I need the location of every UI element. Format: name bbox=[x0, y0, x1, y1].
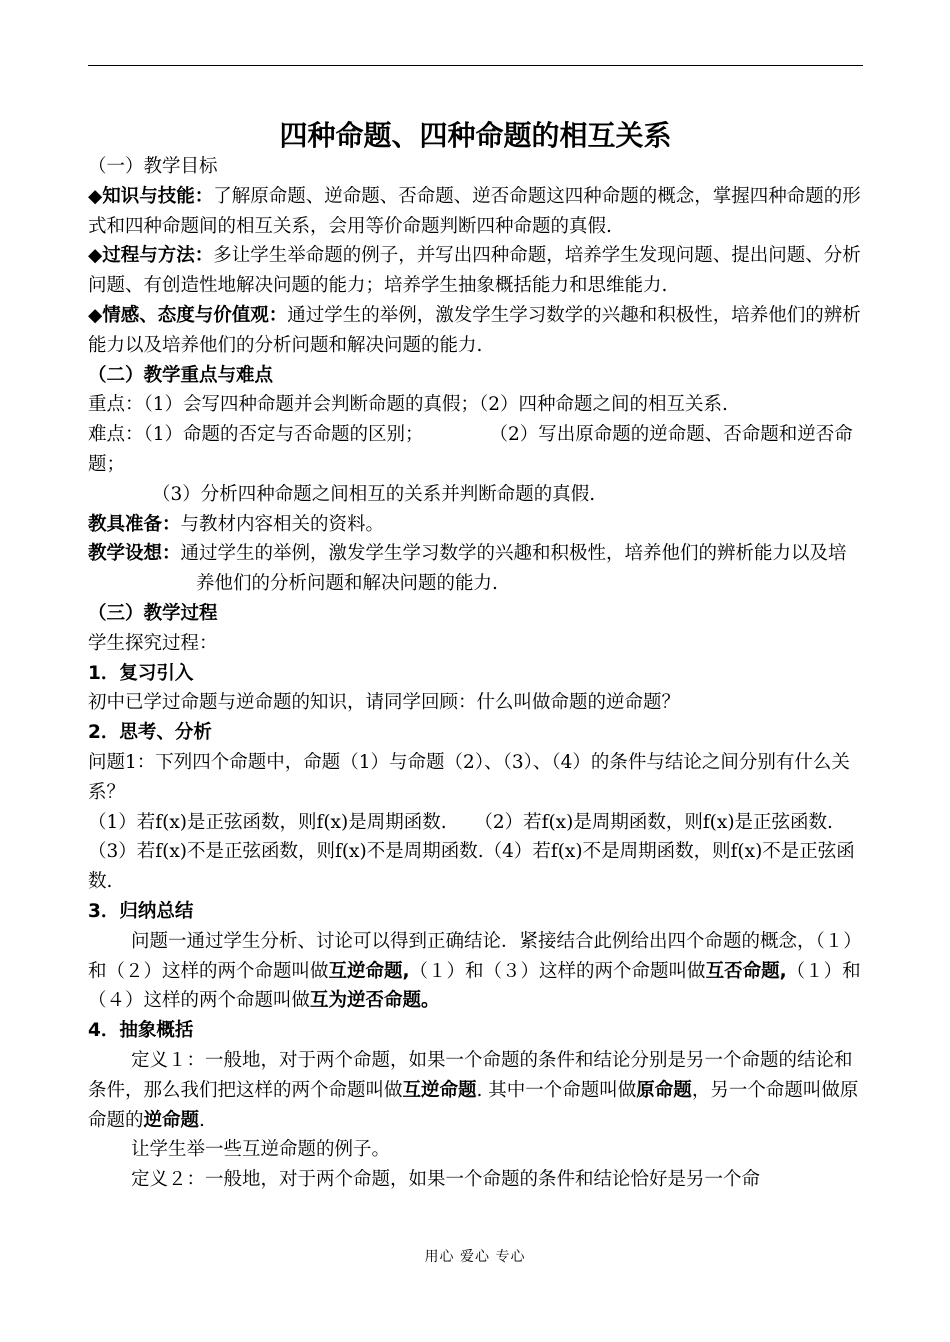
propositions-1-2: （1）若f(x)是正弦函数，则f(x)是周期函数. （2）若f(x)是周期函数，则f(x)是正弦函数. bbox=[88, 811, 833, 833]
key-points: 重点：（1）会写四种命题并会判断命题的真假；（2）四种命题之间的相互关系. bbox=[88, 394, 728, 416]
term-converse: 互逆命题, bbox=[328, 960, 410, 982]
section-process-heading: （三）教学过程 bbox=[88, 602, 218, 624]
definition-text: . 其中一个命题叫做 bbox=[476, 1079, 637, 1101]
document-body bbox=[88, 152, 863, 1195]
summary-text: （１）和（３）这样的两个命题叫做 bbox=[409, 960, 706, 982]
goal-knowledge bbox=[88, 182, 863, 242]
step-2-heading: 2．思考、分析 bbox=[88, 722, 212, 744]
explore-label: 学生探究过程： bbox=[88, 632, 218, 654]
page-title: 四种命题、四种命题的相互关系 bbox=[279, 119, 672, 152]
examples-prompt: 让学生举一些互逆命题的例子。 bbox=[131, 1139, 391, 1161]
definition-2: 定义２：一般地，对于两个命题，如果一个命题的条件和结论恰好是另一个命 bbox=[131, 1169, 761, 1191]
difficulty-3: （3）分析四种命题之间相互的关系并判断命题的真假. bbox=[152, 483, 596, 505]
summary-paragraph bbox=[88, 927, 863, 1016]
step-4-heading: 4．抽象概括 bbox=[88, 1020, 194, 1042]
goal-label: ◆情感、态度与价值观： bbox=[88, 304, 288, 326]
section-objectives-heading: （一）教学目标 bbox=[88, 156, 218, 177]
section-keypoints-heading: （二）教学重点与难点 bbox=[88, 364, 274, 386]
tools bbox=[88, 510, 863, 540]
header-rule bbox=[88, 65, 863, 66]
term-original: 原命题 bbox=[636, 1079, 692, 1101]
difficulty-2: （2）写出原命题的逆命题、否命题和逆否命题； bbox=[88, 424, 853, 475]
tools-text: 与教材内容相关的资料。 bbox=[180, 513, 385, 535]
definition-text: 定义１：一般地，对于两个命题，如果一个命题的条件和结论分别是另一个命题的结论和条件，那么我们把这样的两个命题叫做 bbox=[88, 1049, 853, 1101]
question-1: 问题1：下列四个命题中，命题（1）与命题（2）、（3）、（4）的条件与结论之间分别有什么关系？ bbox=[88, 751, 850, 803]
goal-process bbox=[88, 241, 863, 301]
definition-text: . bbox=[199, 1109, 205, 1131]
goal-text: 通过学生的举例，激发学生学习数学的兴趣和积极性，培养他们的辨析能力以及培养他们的分析问题和解决问题的能力. bbox=[88, 304, 861, 356]
design bbox=[88, 539, 863, 599]
term-converse-proposition: 逆命题 bbox=[143, 1109, 200, 1131]
summary-text: 问题一通过学生分析、讨论可以得到正确结论．紧接结合此例给出四个命题的概念，（１）和（２）这样的两个命题叫做 bbox=[88, 930, 862, 982]
step-3-heading: 3．归纳总结 bbox=[88, 900, 194, 922]
goal-label: ◆过程与方法： bbox=[88, 245, 214, 267]
page-footer: 用心 爱心 专心 bbox=[424, 1249, 526, 1265]
difficulty-1: 难点：（1）命题的否定与否命题的区别； bbox=[88, 424, 424, 446]
term-contrapositive: 互为逆否命题。 bbox=[310, 990, 440, 1012]
design-text: 通过学生的举例，激发学生学习数学的兴趣和积极性，培养他们的辨析能力以及培养他们的分析问题和解决问题的能力. bbox=[180, 543, 847, 595]
propositions-3-4: （3）若f(x)不是正弦函数，则f(x)不是周期函数.（4）若f(x)不是周期函数，则f(x)不是正弦函数. bbox=[88, 841, 855, 893]
definition-text: ，另一个命题叫做原命题的 bbox=[88, 1079, 859, 1131]
term-inverse: 互否命题, bbox=[705, 960, 787, 982]
summary-text: （１）和（４）这样的两个命题叫做 bbox=[88, 960, 861, 1012]
step-1-heading: 1．复习引入 bbox=[88, 662, 194, 684]
design-label: 教学设想： bbox=[88, 543, 181, 565]
goal-text: 多让学生举命题的例子，并写出四种命题，培养学生发现问题、提出问题、分析问题、有创造性地解决问题的能力；培养学生抽象概括能力和思维能力. bbox=[88, 245, 861, 297]
goal-label: ◆知识与技能： bbox=[88, 185, 214, 207]
step-1-text: 初中已学过命题与逆命题的知识，请同学回顾：什么叫做命题的逆命题？ bbox=[88, 692, 681, 714]
goal-attitude bbox=[88, 301, 863, 361]
tools-label: 教具准备： bbox=[88, 513, 181, 535]
definition-1 bbox=[88, 1046, 863, 1135]
goal-text: 了解原命题、逆命题、否命题、逆否命题这四种命题的概念，掌握四种命题的形式和四种命题间的相互关系，会用等价命题判断四种命题的真假. bbox=[88, 185, 861, 237]
difficulties bbox=[88, 420, 863, 480]
term-converse: 互逆命题 bbox=[402, 1079, 477, 1101]
